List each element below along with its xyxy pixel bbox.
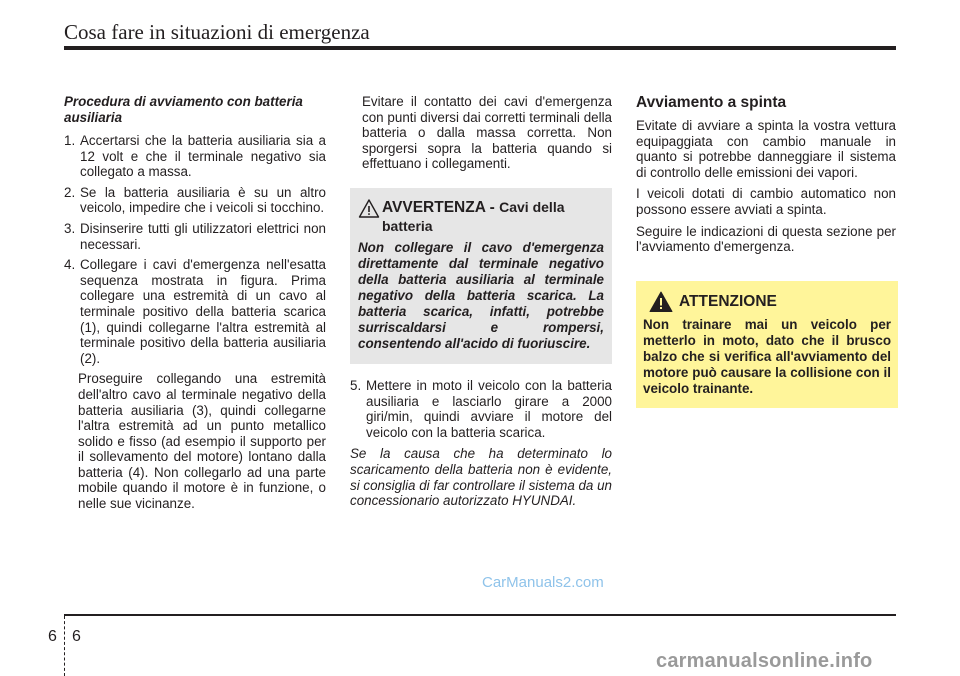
page-number: 6 [72,628,81,645]
step-number: 2. [64,184,76,200]
site-logo-watermark: carmanualsonline.info [656,650,873,672]
step-2 [64,185,326,216]
attention-body: Non trainare mai un veicolo per metterlo in moto, dato che il brusco balzo che si verifica all'avviamento del motore può causare la collisione con il veicolo trainante. [643,316,891,396]
battery-discharge-note: Se la causa che ha determinato lo scaricamento della batteria non è evidente, si consiglia di far controllare il sistema da un concessionario autorizzato HYUNDAI. [350,446,612,509]
warning-title [382,198,604,236]
section-title-push-start: Avviamento a spinta [636,94,787,111]
push-start-paragraph-1: Evitate di avviare a spinta la vostra vettura equipaggiata con cambio manuale in quanto si potrebbe danneggiare il sistema di controllo delle emissioni dei vapori. [636,118,896,180]
cable-contact-paragraph: Evitare il contatto dei cavi d'emergenza con punti diversi dai corretti terminali della batteria o dalla massa corretta. Non sporgersi sopra la batteria quando si effettuano i collegamenti. [362,94,612,172]
step-text: Mettere in moto il veicolo con la batteria ausiliaria e lasciarlo girare a 2000 giri/min, quindi avviare il motore del veicolo con la batteria scarica. [366,377,612,440]
column-middle [350,94,612,509]
step-text: Disinserire tutti gli utilizzatori elettrici non necessari. [80,220,326,252]
column-left [64,94,326,512]
step-number: 3. [64,220,76,236]
attention-header [643,291,891,313]
step-text: Se la batteria ausiliaria è su un altro veicolo, impedire che i veicoli si tocchino. [80,184,326,216]
step-text: Collegare i cavi d'emergenza nell'esatta sequenza mostrata in figura. Prima collegare una estremità di un cavo al terminale positivo della batteria scarica (1), quindi collegarne l'altra estremità al terminale positivo della batteria ausiliaria (2). [80,257,326,366]
step-1 [64,133,326,180]
warning-triangle-icon [649,291,673,313]
push-start-paragraph-2: I veicoli dotati di cambio automatico non possono essere avviati a spinta. [636,186,896,217]
warning-title-main: AVVERTENZA - [382,198,500,216]
page-header-title: Cosa fare in situazioni di emergenza [64,20,370,44]
header-rule [64,46,896,50]
footer-rule [64,614,896,616]
step-4 [64,257,326,366]
warning-box [350,188,612,364]
step-text: Accertarsi che la batteria ausiliaria sia a 12 volt e che il terminale negativo sia collegato a massa. [80,133,326,180]
step-5 [350,378,612,440]
column-right [636,94,896,408]
section-heading-jump-start: Procedura di avviamento con batteria ausiliaria [64,94,303,125]
warning-body: Non collegare il cavo d'emergenza direttamente dal terminale negativo della batteria ausiliaria al terminale negativo della batteria scarica. La batteria scarica, infatti, potrebbe surriscaldarsi e rompersi, consentendo all'acido di fuoriuscire. [358,239,604,351]
warning-triangle-icon [358,198,380,220]
attention-title: ATTENZIONE [679,292,777,310]
step-number: 5. [350,377,362,393]
push-start-paragraph-3: Seguire le indicazioni di questa sezione per l'avviamento d'emergenza. [636,223,896,255]
attention-box [636,281,898,408]
chapter-number: 6 [48,628,57,645]
step-4-continuation: Proseguire collegando una estremità dell'altro cavo al terminale negativo della batteria ausiliaria (3), quindi collegarne l'altra estremità ad un punto metallico solido e fisso (ad esempio il supporto per il sollevamento del motore) lontano dalla batteria (4). Non collegarlo ad una parte mobile quando il motore è in funzione, o nelle sue vicinanze. [78,371,326,512]
step-number: 4. [64,257,76,273]
step-number: 1. [64,133,76,148]
step-3 [64,221,326,252]
watermark-link[interactable]: CarManuals2.com [482,574,604,591]
page-number-divider [64,616,65,676]
warning-title-sub: Cavi della batteria [382,198,565,234]
warning-header [358,198,604,236]
